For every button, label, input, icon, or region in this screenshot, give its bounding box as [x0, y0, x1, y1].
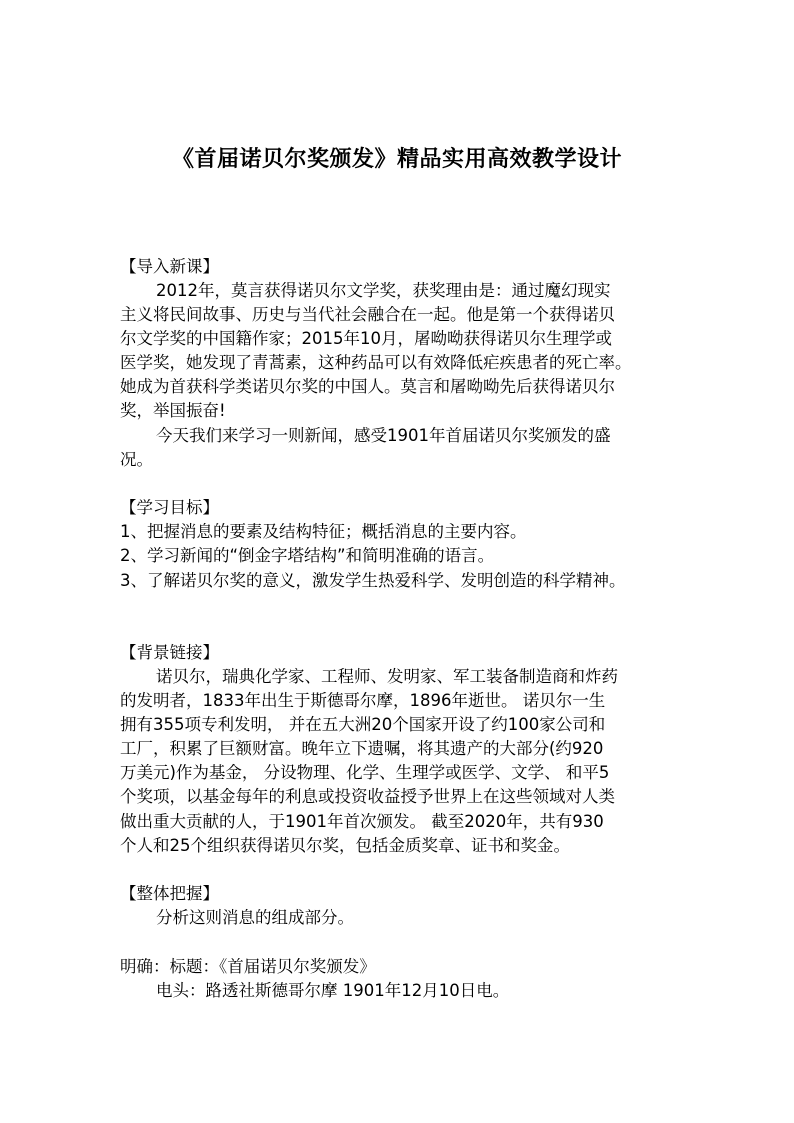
background-line-1: 诺贝尔，瑞典化学家、工程师、发明家、军工装备制造商和炸药: [156, 667, 618, 686]
document-title: 《首届诺贝尔奖颁发》精品实用高效教学设计: [171, 147, 622, 172]
intro-line-6: 奖，举国振奋!: [120, 401, 226, 420]
goals-heading: 【学习目标】: [120, 498, 219, 517]
background-line-6: 个奖项，以基金每年的利息或投资收益授予世界上在这些领域对人类: [120, 787, 615, 806]
clarify-line-1: 明确：标题：《首届诺贝尔奖颁发》: [120, 957, 376, 976]
intro-line-3: 尔文学奖的中国籍作家；2015年10月，屠呦呦获得诺贝尔生理学或: [120, 329, 612, 348]
intro-line-8: 况。: [120, 450, 153, 469]
intro-line-5: 她成为首获科学类诺贝尔奖的中国人。莫言和屠呦呦先后获得诺贝尔: [120, 377, 615, 396]
background-line-2: 的发明者，1833年出生于斯德哥尔摩，1896年逝世。 诺贝尔一生: [120, 691, 606, 710]
intro-line-7: 今天我们来学习一则新闻，感受1901年首届诺贝尔奖颁发的盛: [156, 426, 611, 445]
background-line-5: 万美元)作为基金， 分设物理、化学、生理学或医学、文学、 和平5: [120, 763, 610, 782]
background-line-4: 工厂，积累了巨额财富。晚年立下遗嘱，将其遗产的大部分(约920: [120, 739, 604, 758]
background-line-3: 拥有355项专利发明， 并在五大洲20个国家开设了约100家公司和: [120, 715, 606, 734]
background-line-7: 做出重大贡献的人，于1901年首次颁发。 截至2020年，共有930: [120, 812, 604, 831]
clarify-line-2: 电头：路透社斯德哥尔摩 1901年12月10日电。: [156, 981, 510, 1000]
intro-line-1: 2012年，莫言获得诺贝尔文学奖，获奖理由是：通过魔幻现实: [156, 281, 611, 300]
goal-item-3: 3、了解诺贝尔奖的意义，激发学生热爱科学、发明创造的科学精神。: [120, 571, 626, 590]
goal-item-2: 2、学习新闻的“倒金字塔结构”和简明准确的语言。: [120, 546, 495, 565]
intro-line-4: 医学奖，她发现了青蒿素，这种药品可以有效降低疟疾患者的死亡率。: [120, 353, 632, 372]
overall-line: 分析这则消息的组成部分。: [156, 908, 354, 927]
goal-item-1: 1、把握消息的要素及结构特征；概括消息的主要内容。: [120, 522, 527, 541]
intro-line-2: 主义将民间故事、历史与当代社会融合在一起。他是第一个获得诺贝: [120, 305, 615, 324]
overall-heading: 【整体把握】: [120, 884, 219, 903]
background-heading: 【背景链接】: [120, 643, 219, 662]
background-line-8: 个人和25个组织获得诺贝尔奖，包括金质奖章、证书和奖金。: [120, 836, 570, 855]
intro-heading: 【导入新课】: [120, 257, 219, 276]
